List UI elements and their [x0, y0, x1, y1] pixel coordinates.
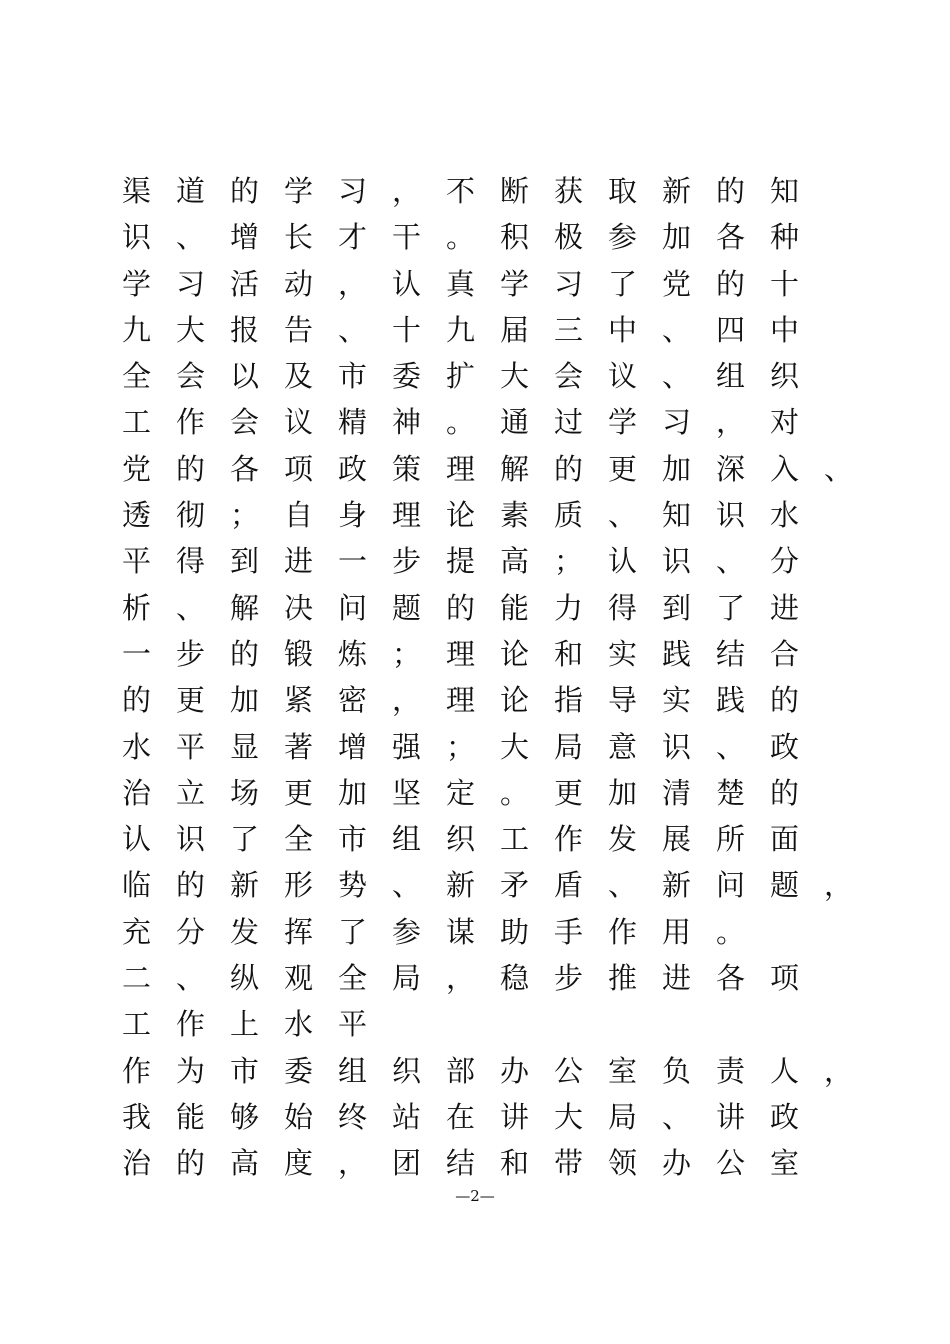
text-line: 识、增长才干。积极参加各种 — [122, 220, 825, 255]
text-line: 认识了全市组织工作发展所面 — [122, 822, 825, 857]
text-line: 工作会议精神。通过学习，对 — [122, 405, 825, 440]
text-line: 治立场更加坚定。更加清楚的 — [122, 775, 825, 810]
section-heading: 工作上水平 — [122, 1007, 393, 1042]
text-line: 党的各项政策理解的更加深入、 — [122, 451, 879, 486]
section-heading: 二、纵观全局，稳步推进各项 — [122, 961, 825, 996]
text-line: 全会以及市委扩大会议、组织 — [122, 359, 825, 394]
text-line: 临的新形势、新矛盾、新问题， — [122, 868, 879, 903]
text-line: 学习活动，认真学习了党的十 — [122, 266, 825, 301]
text-line: 一步的锻炼；理论和实践结合 — [122, 636, 825, 671]
text-line: 治的高度，团结和带领办公室 — [122, 1146, 825, 1181]
text-line: 析、解决问题的能力得到了进 — [122, 590, 825, 625]
text-line: 充分发挥了参谋助手作用。 — [122, 914, 771, 949]
text-line: 作为市委组织部办公室负责人， — [122, 1053, 879, 1088]
text-line: 透彻；自身理论素质、知识水 — [122, 498, 825, 533]
text-line: 九大报告、十九届三中、四中 — [122, 312, 825, 347]
text-line: 我能够始终站在讲大局、讲政 — [122, 1099, 825, 1134]
page-number: —2— — [455, 1187, 495, 1205]
text-line: 的更加紧密，理论指导实践的 — [122, 683, 825, 718]
text-line: 水平显著增强；大局意识、政 — [122, 729, 825, 764]
text-line: 渠道的学习，不断获取新的知 — [122, 174, 825, 208]
text-line: 平得到进一步提高；认识、分 — [122, 544, 825, 579]
body-text — [122, 168, 882, 1187]
